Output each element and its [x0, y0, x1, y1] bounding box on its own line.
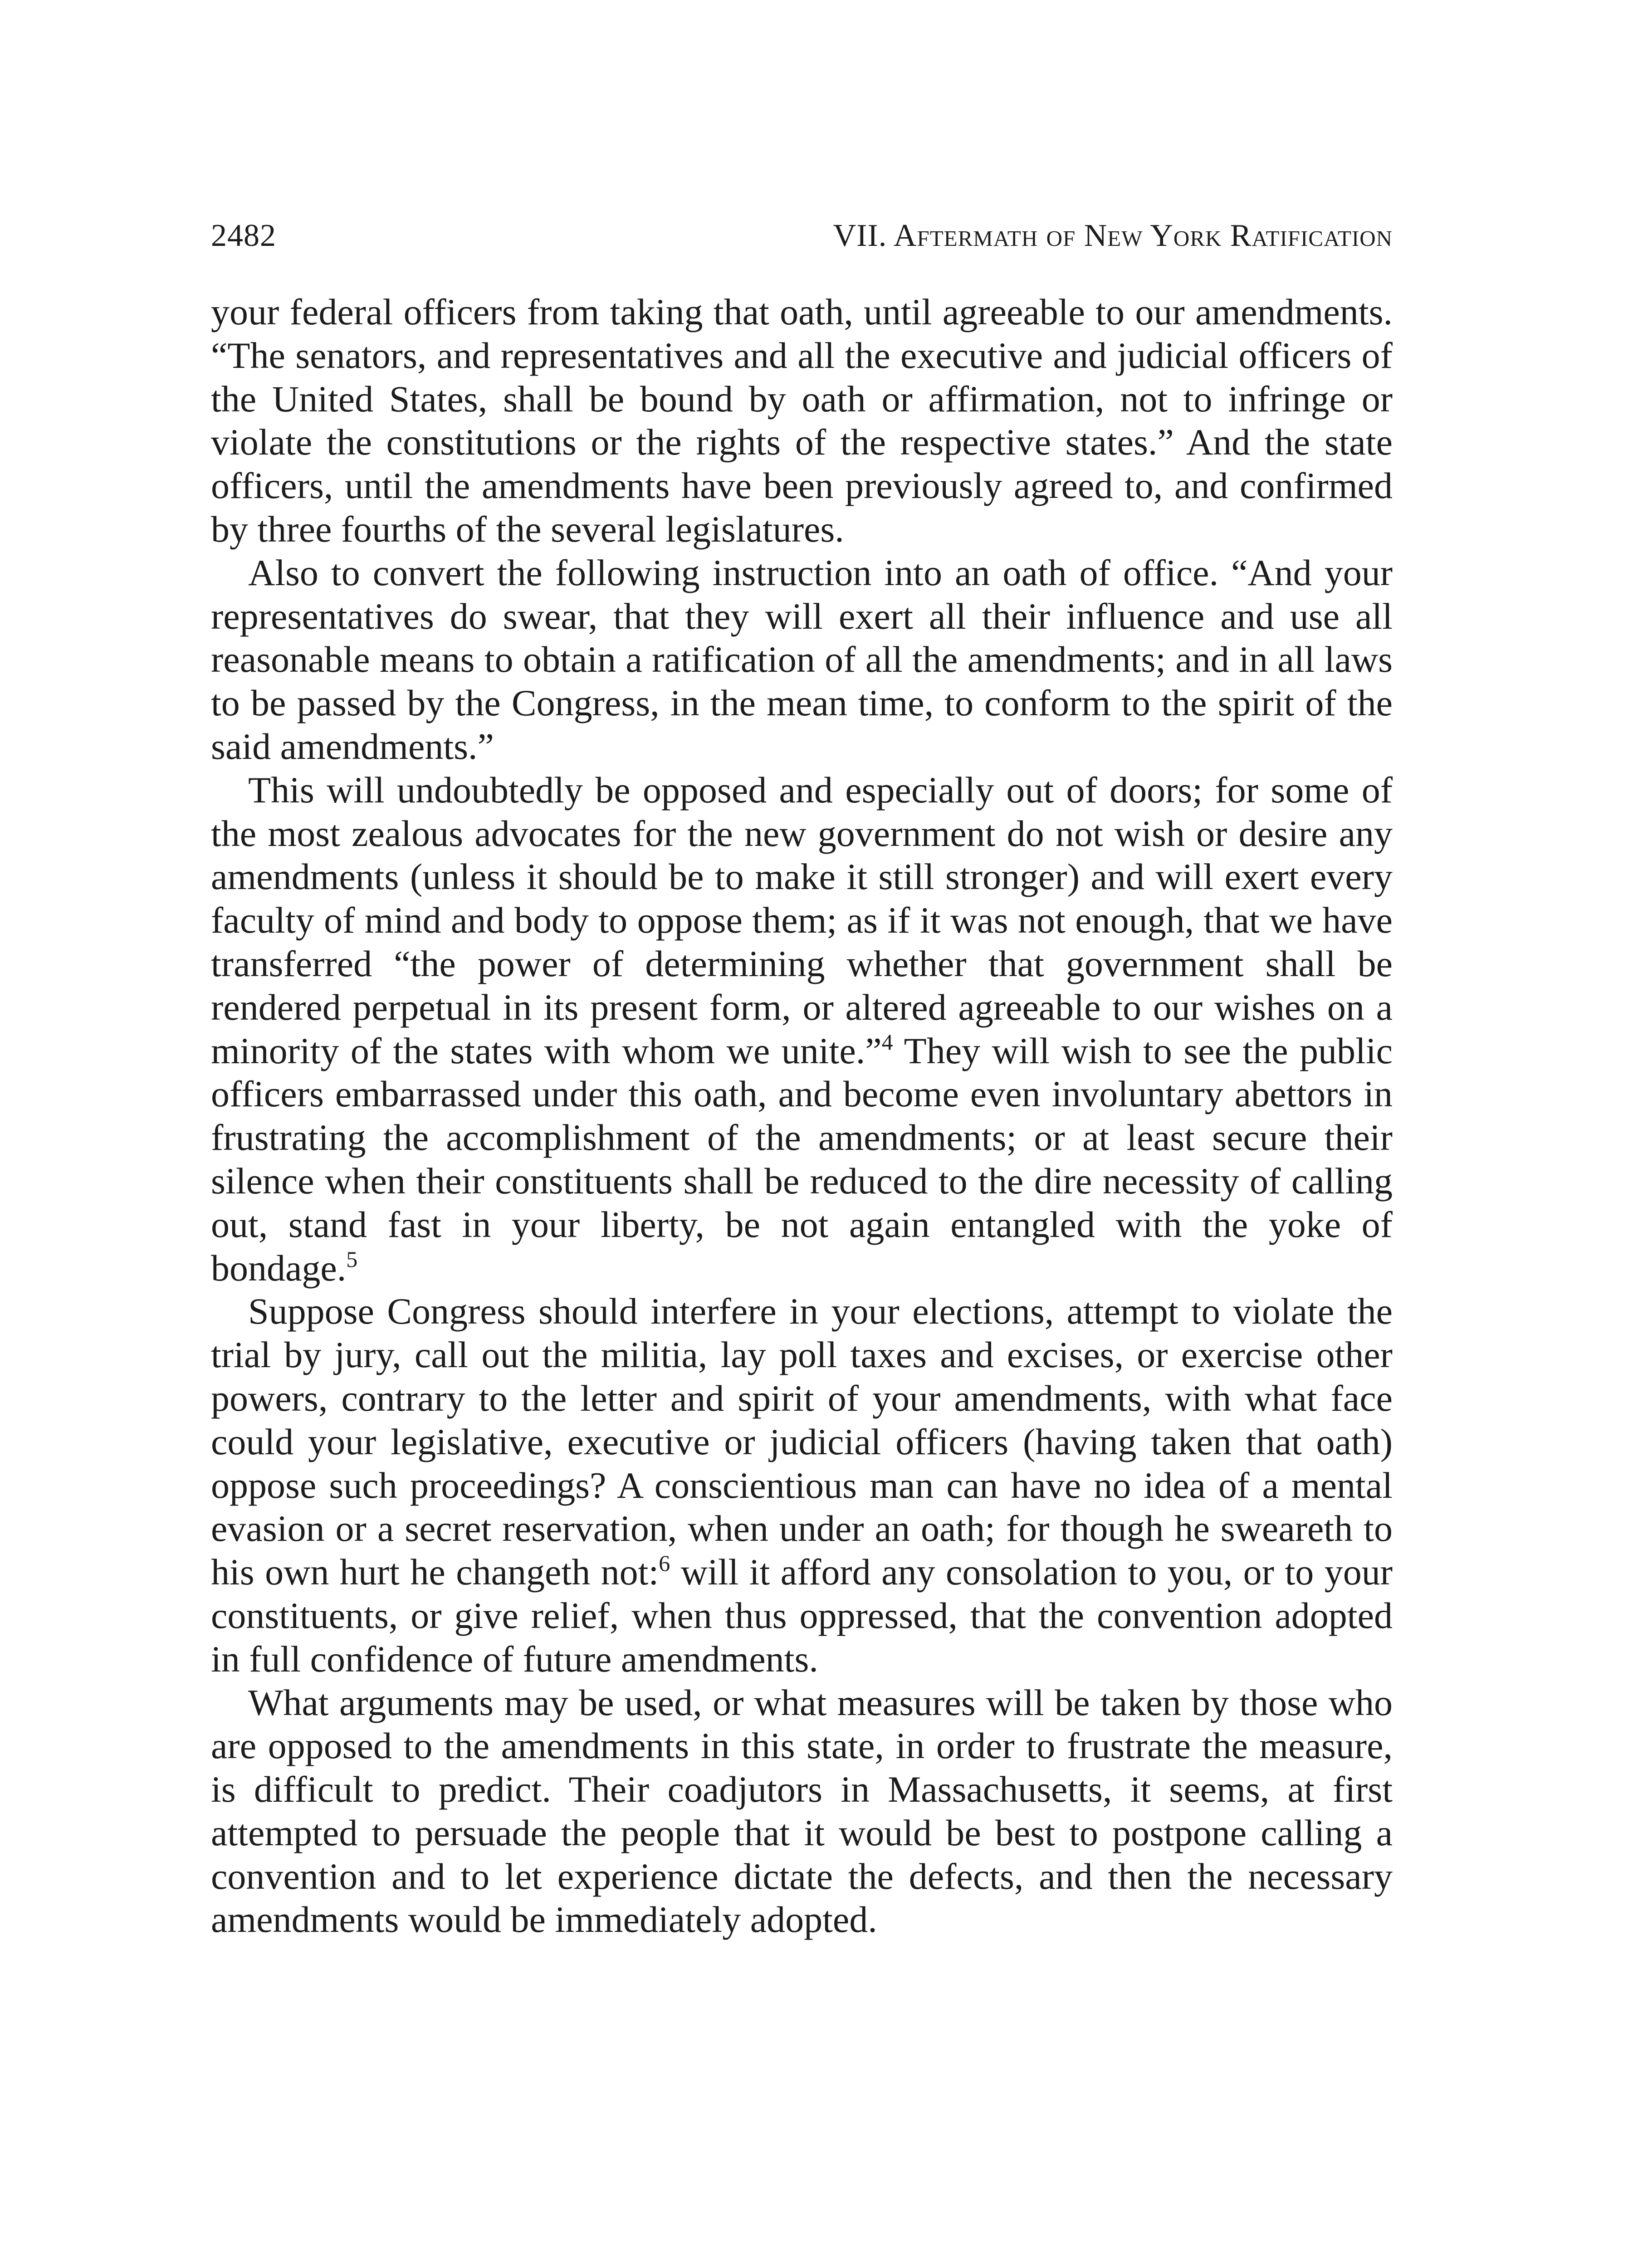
footnote-marker: 5: [346, 1246, 358, 1272]
running-head: VII. Aftermath of New York Ratification: [833, 218, 1393, 253]
body-text: [211, 290, 1393, 1941]
paragraph-text: will it afford any consolation to you, or to your constituents, or give relief, when thus oppressed, that the convention adopted in full confidence of future amendments.: [211, 1551, 1393, 1680]
paragraph-text: They will wish to see the public officers embarrassed under this oath, and become even involuntary abettors in frustrating the accomplishment of the amendments; or at least secure their silence when their constituents shall be reduced to the dire necessity of calling out, stand fast in your liberty, be not again entangled with the yoke of bondage.: [211, 1030, 1393, 1289]
paragraph-text: This will undoubtedly be opposed and especially out of doors; for some of the most zealous advocates for the new government do not wish or desire any amendments (unless it should be to make it still stronger) and will exert every faculty of mind and body to oppose them; as if it was not enough, that we have transferred “the power of determining whether that government shall be rendered perpetual in its present form, or altered agreeable to our wishes on a minority of the states with whom we unite.”: [211, 769, 1393, 1071]
footnote-marker: 6: [659, 1550, 670, 1576]
paragraph-text: Also to convert the following instruction into an oath of office. “And your representatives do swear, that they will exert all their influence and use all reasonable means to obtain a ratification of all the amendments; and in all laws to be passed by the Congress, in the mean time, to conform to the spirit of the said amendments.”: [211, 552, 1393, 767]
paragraph-text: your federal officers from taking that oath, until agreeable to our amendments. “The senators, and representatives and all the executive and judicial officers of the United States, shall be bound by oath or affirmation, not to infringe or violate the constitutions or the rights of the respective states.” And the state officers, until the amendments have been previously agreed to, and confirmed by three fourths of the several legislatures.: [211, 291, 1393, 550]
paragraph: [211, 1290, 1393, 1681]
footnote-marker: 4: [881, 1029, 893, 1055]
page-header: [211, 218, 1393, 268]
paragraph: [211, 290, 1393, 551]
paragraph-text: What arguments may be used, or what measures will be taken by those who are opposed to the amendments in this state, in order to frustrate the measure, is difficult to predict. Their coadjutors in Massachusetts, it seems, at first attempted to persuade the people that it would be best to postpone calling a convention and to let experience dictate the defects, and then the necessary amendments would be immediately adopted.: [211, 1681, 1393, 1941]
paragraph: [211, 1681, 1393, 1942]
paragraph-text: Suppose Congress should interfere in your elections, attempt to violate the trial by jury, call out the militia, lay poll taxes and excises, or exercise other powers, contrary to the letter and spirit of your amendments, with what face could your legislative, executive or judicial officers (having taken that oath) oppose such proceedings? A conscientious man can have no idea of a mental evasion or a secret reservation, when under an oath; for though he sweareth to his own hurt he changeth not:: [211, 1290, 1393, 1593]
paragraph: [211, 768, 1393, 1290]
page-number: 2482: [211, 218, 276, 253]
paragraph: [211, 551, 1393, 768]
